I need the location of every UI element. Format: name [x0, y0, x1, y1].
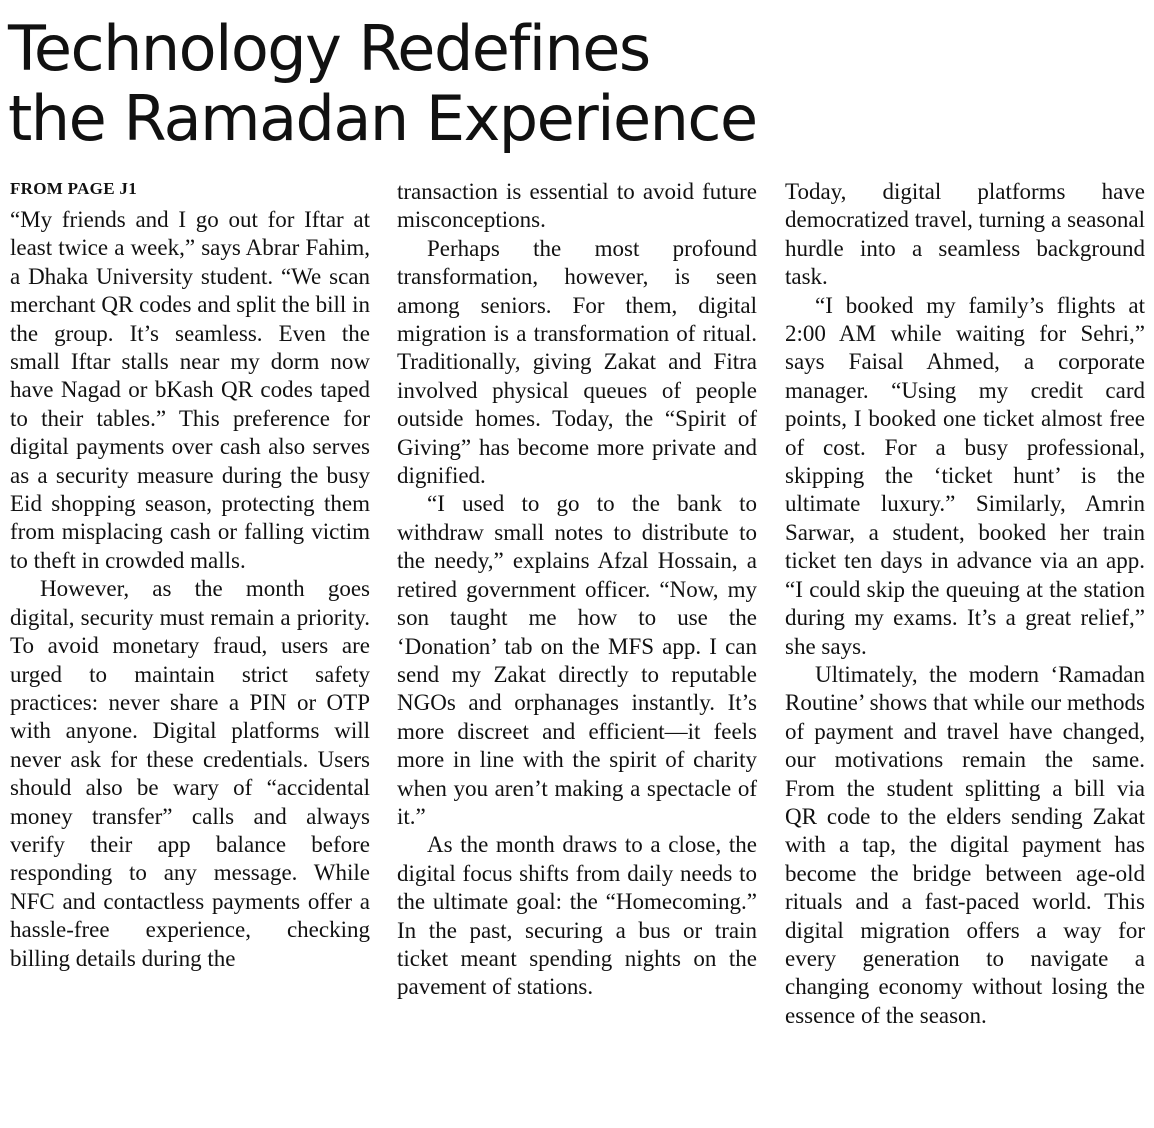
article-column-2	[397, 178, 757, 1002]
article-column-1	[10, 178, 370, 973]
paragraph: As the month draws to a close, the digital focus shifts from daily needs to the ultimate goal: the “Homecoming.” In the past, securing a bus or train ticket meant spending nights on the pavement of stations.	[397, 832, 757, 1000]
paragraph: “I booked my family’s flights at 2:00 AM while waiting for Sehri,” says Faisal Ahmed, a corporate manager. “Using my credit card points, I booked one ticket almost free of cost. For a busy professional, skipping the ‘ticket hunt’ is the ultimate luxury.” Similarly, Amrin Sarwar, a student, booked her train ticket ten days in advance via an app. “I could skip the queuing at the station during my exams. It’s a great relief,” she says.	[785, 292, 1145, 659]
paragraph: Perhaps the most profound transformation, however, is seen among seniors. For them, digital migration is a transformation of ritual. Traditionally, giving Zakat and Fitra involved physical queues of people outside homes. Today, the “Spirit of Giving” has become more private and dignified.	[397, 235, 757, 489]
headline-line-2: the Ramadan Experience	[8, 82, 757, 155]
paragraph: transaction is essential to avoid future misconceptions.	[397, 179, 757, 233]
paragraph: “I used to go to the bank to withdraw small notes to distribute to the needy,” explains Afzal Hossain, a retired government officer. “Now, my son taught me how to use the ‘Donation’ tab on the MFS app. I can send my Zakat directly to reputable NGOs and orphanages instantly. It’s more discreet and efficient—it feels more in line with the spirit of charity when you aren’t making a spectacle of it.”	[397, 491, 757, 829]
paragraph: However, as the month goes digital, security must remain a priority. To avoid monetary fraud, users are urged to maintain strict safety practices: never share a PIN or OTP with anyone. Digital platforms will never ask for these credentials. Users should also be wary of “accidental money transfer” calls and always verify their app balance before responding to any message. While NFC and contactless payments offer a hassle-free experience, checking billing details during the	[10, 576, 370, 971]
headline-line-1: Technology Redefines	[8, 12, 650, 85]
paragraph: Ultimately, the modern ‘Ramadan Routine’ shows that while our methods of payment and travel have changed, our motivations remain the same. From the student splitting a bill via QR code to the elders sending Zakat with a tap, the digital payment has become the bridge between age-old rituals and a fast-paced world. This digital migration offers a way for every generation to navigate a changing economy without losing the essence of the season.	[785, 661, 1145, 1028]
continuation-kicker: FROM PAGE J1	[10, 179, 137, 198]
headline	[8, 14, 1148, 154]
paragraph: “My friends and I go out for Iftar at least twice a week,” says Abrar Fahim, a Dhaka University student. “We scan merchant QR codes and split the bill in the group. It’s seamless. Even the small Iftar stalls near my dorm now have Nagad or bKash QR codes taped to their tables.” This preference for digital payments over cash also serves as a security measure during the busy Eid shopping season, protecting them from misplacing cash or falling victim to theft in crowded malls.	[10, 207, 370, 573]
article-column-3	[785, 178, 1145, 1030]
paragraph: Today, digital platforms have democratized travel, turning a seasonal hurdle into a seamless background task.	[785, 179, 1145, 290]
